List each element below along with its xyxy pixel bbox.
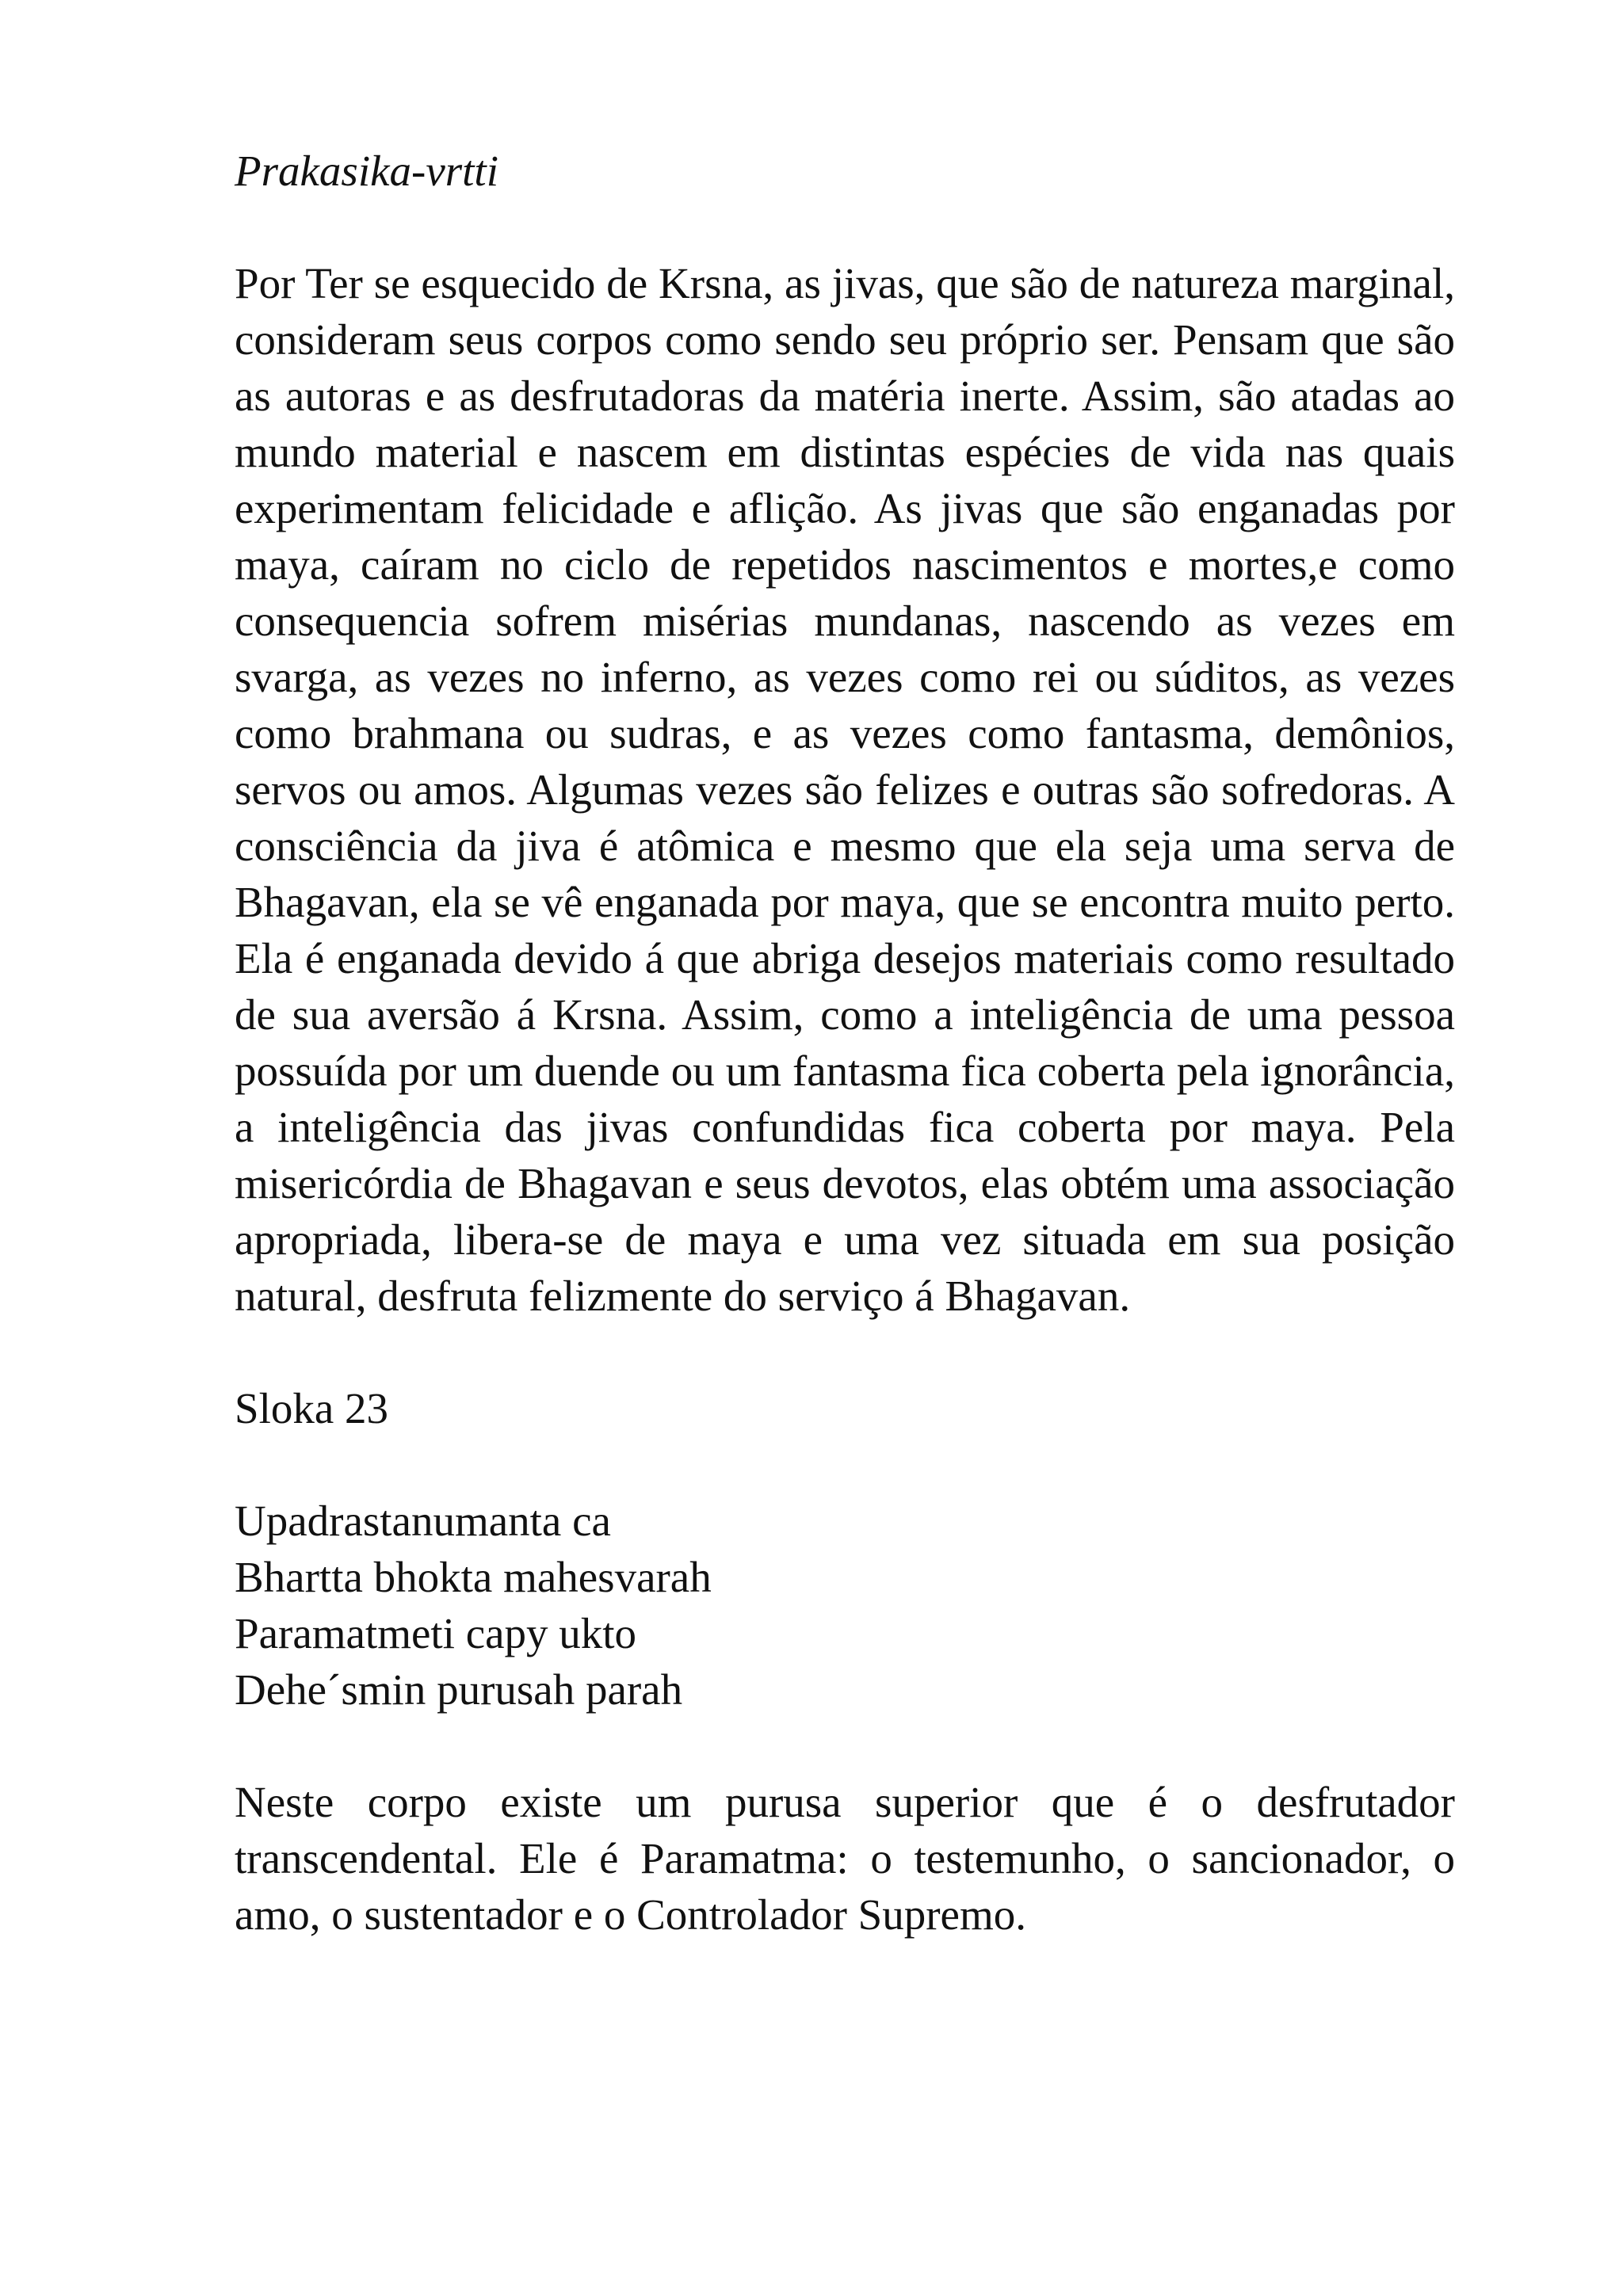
section-heading: Prakasika-vrtti [235, 147, 498, 195]
verse-line: Bhartta bhokta mahesvarah [235, 1553, 712, 1601]
verse-block [235, 1493, 1455, 1718]
verse-line: Upadrastanumanta ca [235, 1497, 611, 1545]
spacer [235, 1324, 1455, 1380]
spacer [235, 1436, 1455, 1493]
sloka-title: Sloka 23 [235, 1384, 389, 1432]
verse-line: Paramatmeti capy ukto [235, 1609, 637, 1657]
translation-paragraph: Neste corpo existe um purusa superior que é o desfrutador transcendental. Ele é Paramatma: o testemunho, o sancionador, o amo, o sustentador e o Controlador Supremo. [235, 1778, 1455, 1939]
commentary-paragraph: Por Ter se esquecido de Krsna, as jivas, que são de natureza marginal, consideram seus corpos como sendo seu próprio ser. Pensam que são as autoras e as desfrutadoras da matéria inerte. Assim, são atadas ao mundo material e nascem em distintas espécies de vida nas quais experimentam felicidade e aflição. As jivas que são enganadas por maya, caíram no ciclo de repetidos nascimentos e mortes,e como consequencia sofrem misérias mundanas, nascendo as vezes em svarga, as vezes no inferno, as vezes como rei ou súditos, as vezes como brahmana ou sudras, e as vezes como fantasma, demônios, servos ou amos. Algumas vezes são felizes e outras são sofredoras. A consciência da jiva é atômica e mesmo que ela seja uma serva de Bhagavan, ela se vê enganada por maya, que se encontra muito perto. Ela é enganada devido á que abriga desejos materiais como resultado de sua aversão á Krsna. Assim, como a inteligência de uma pessoa possuída por um duende ou um fantasma fica coberta pela ignorância, a inteligência das jivas confundidas fica coberta por maya. Pela misericórdia de Bhagavan e seus devotos, elas obtém uma associação apropriada, libera-se de maya e uma vez situada em sua posição natural, desfruta felizmente do serviço á Bhagavan. [235, 259, 1455, 1320]
verse-line: Dehe´smin purusah parah [235, 1665, 683, 1714]
spacer [235, 1718, 1455, 1774]
document-page [235, 143, 1455, 1943]
